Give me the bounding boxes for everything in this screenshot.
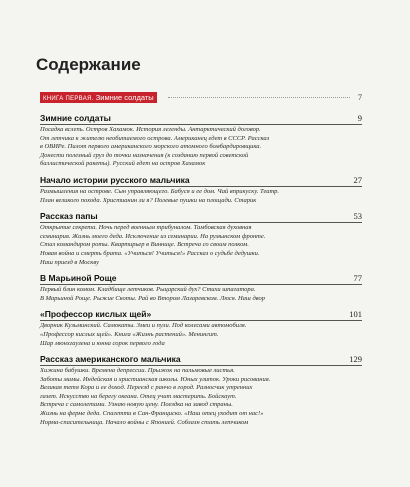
section-title: Зимние солдаты — [40, 113, 111, 123]
section-page-number: 101 — [349, 309, 362, 320]
part-label — [40, 92, 157, 103]
section-title: В Марьиной Роще — [40, 273, 117, 284]
section-heading-row[interactable] — [40, 174, 362, 187]
summary-line: План великого похода. Христианин ли я? Полевые пушки на площади. Старик — [40, 196, 257, 204]
summary-line: Жизнь на ферме деда. Спагетти в Сан-Франциско. «Наш отец уходит от нас!» — [40, 410, 264, 418]
summary-line: Стал командиром роты. Квартирьер в Виннице. Встреча со своим полком. — [40, 241, 249, 249]
summary-line: Хижина бабушки. Времена депрессии. Прыжок на пальмовые листья. — [40, 367, 235, 375]
toc-section — [40, 272, 362, 303]
section-page-number: 9 — [357, 113, 362, 123]
section-summary — [40, 286, 362, 303]
section-heading-row[interactable] — [40, 308, 362, 321]
section-title: Рассказ американского мальчика — [40, 354, 181, 365]
section-summary — [40, 322, 362, 348]
section-summary — [40, 367, 362, 427]
section-heading-row[interactable] — [40, 353, 362, 366]
page-title: Содержание — [36, 55, 141, 74]
summary-line: В Марьиной Роще. Рыжие Скоты. Рай во Втором Лазаревском. Люся. Наш двор — [40, 294, 265, 302]
summary-line: Шар мюнхгаузена и юнна сорок первого года — [40, 339, 165, 347]
section-page-number: 27 — [353, 174, 362, 185]
summary-line: семинария. Жизнь моего деда. Исключение из семинарии. На румынском фронте. — [40, 232, 266, 240]
section-title: Начало истории русского мальчика — [40, 174, 190, 185]
summary-line: «Профессор кислых щей». Книга «Жизнь растений». Менингит. — [40, 330, 219, 338]
summary-line: Заботы мамы. Индейская и христианская школы. Юных улиток. Уроки рисования. — [40, 375, 271, 383]
summary-line: Посадка вслепь. Остров Хахамок. История легенды. Антарктический договор. — [40, 126, 261, 133]
toc-sections — [40, 112, 362, 432]
section-title: Рассказ папы — [40, 211, 98, 222]
section-page-number: 53 — [353, 211, 362, 222]
summary-line: баллистической ракеты). Русский едет на остров Хахамок — [40, 160, 206, 168]
summary-line: Первый блин комом. Кладбище летчиков. Рыцарский дух? Стихи шпагатора. — [40, 286, 256, 294]
section-heading-row[interactable] — [40, 112, 362, 125]
summary-line: От летчика к жителю необитаемого острова. Американец едет в СССР. Рассказ — [40, 134, 270, 142]
summary-line: Великая тетя Кора и ее доход. Переезд с ранчо в город. Разносчик утренних — [40, 384, 253, 392]
summary-line: газет. Искусство на берегу океана. Отец учит мастерить. Бойскаут. — [40, 392, 237, 400]
toc-section — [40, 353, 362, 427]
section-title: «Профессор кислых щей» — [40, 309, 152, 320]
section-page-number: 129 — [349, 354, 362, 365]
section-heading-row[interactable] — [40, 272, 362, 285]
toc-section — [40, 112, 362, 169]
summary-line: Открытие секрета. Ночь перед военным трибуналом. Тамбовская духовная — [40, 224, 252, 232]
summary-line: Норма-спасительница. Начало войны с Японией. Соблазн стать летчиком — [40, 418, 249, 426]
part-kind: КНИГА ПЕРВАЯ. — [43, 96, 94, 102]
summary-line: Размышления на острове. Сын управляющего. Бабуся и ее дом. Чай вприкуску. Театр. — [40, 187, 280, 195]
summary-line: Наш приезд в Москву — [40, 258, 100, 266]
toc-section — [40, 174, 362, 205]
summary-line: в ОВИРе. Пилот первого американского морского атомного бомбардировщика. — [40, 143, 262, 151]
summary-line: Новая война и смерть брата. «Учиться! Учиться!» Рассказ о судьбе дедушки. — [40, 249, 260, 257]
section-summary — [40, 188, 362, 205]
part-page-number: 7 — [358, 93, 362, 102]
summary-line: Донести полезный груз до точки назначения (к созданию первой советской — [40, 151, 249, 159]
toc-section — [40, 210, 362, 267]
section-page-number: 77 — [353, 273, 362, 284]
summary-line: Дворник Кузьминский. Самокаты. Змеи и пули. Под колесами автомобиля. — [40, 322, 247, 330]
part-entry[interactable] — [40, 92, 362, 103]
summary-line: Встреча с самолетами. Узнаю новую цену. Поездка на завод страны. — [40, 401, 233, 409]
section-summary — [40, 126, 362, 169]
section-summary — [40, 224, 362, 267]
section-heading-row[interactable] — [40, 210, 362, 223]
dotted-leader — [168, 97, 350, 98]
toc-section — [40, 308, 362, 348]
part-title: Зимние солдаты — [95, 93, 154, 102]
